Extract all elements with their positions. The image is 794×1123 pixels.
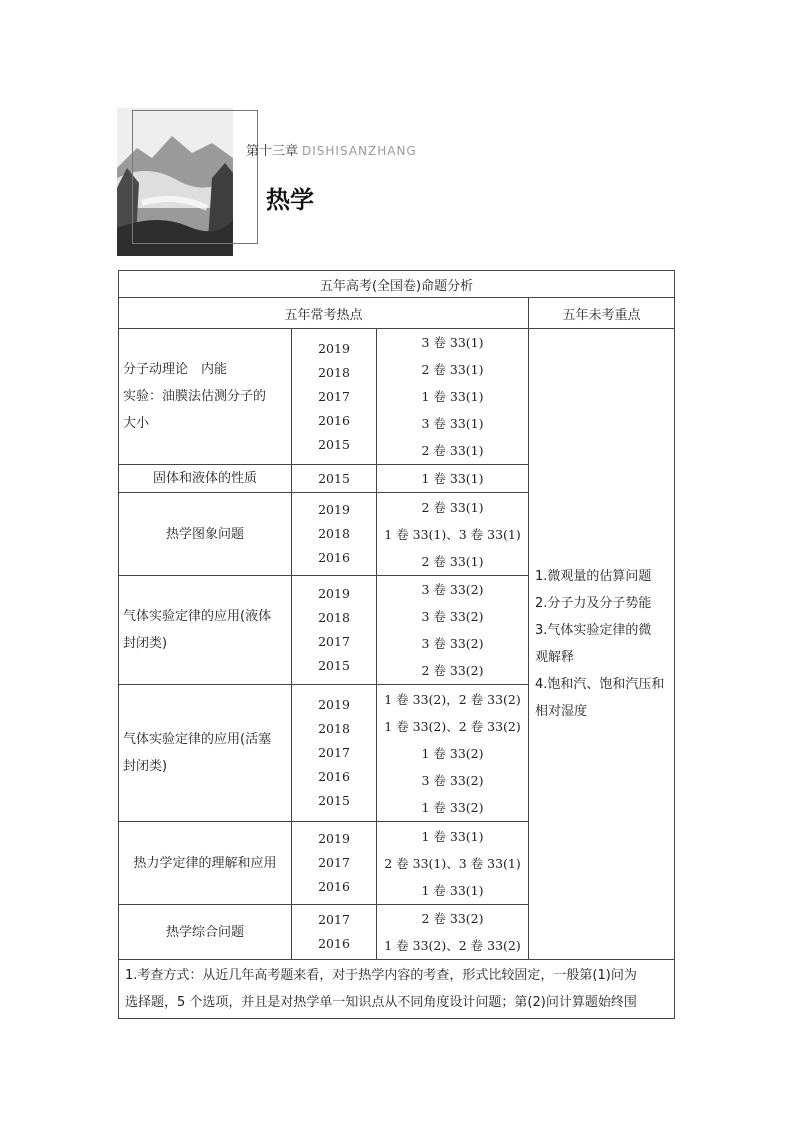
paper-ref: 2 卷 33(1) (421, 499, 484, 515)
year: 2019 (318, 697, 350, 712)
papers-cell (377, 493, 529, 576)
years-cell (292, 329, 377, 465)
paper-ref: 2 卷 33(1) (421, 553, 484, 569)
topic-line: 气体实验定律的应用(液体 (123, 609, 272, 624)
focus-line: 3.气体实验定律的微 (535, 623, 652, 638)
topic-line: 实验：油膜法估测分子的 (123, 389, 267, 404)
chapter-title: 热学 (266, 186, 314, 214)
year: 2018 (318, 721, 350, 736)
year: 2016 (318, 412, 350, 428)
paper-ref: 2 卷 33(1) (421, 362, 484, 377)
paper-ref: 1 卷 33(2) (421, 799, 484, 815)
topic-cell (119, 905, 292, 960)
topic-cell (119, 822, 292, 905)
years-cell (292, 465, 377, 493)
paper-ref: 2 卷 33(2) (421, 911, 484, 926)
topic-cell (119, 493, 292, 576)
paper-ref: 1 卷 33(1) (421, 389, 484, 404)
paper-ref: 1 卷 33(1) (421, 882, 484, 898)
paper-ref: 2 卷 33(2) (421, 663, 484, 678)
year: 2016 (318, 550, 350, 565)
topic-line: 封闭类) (123, 759, 168, 774)
papers-cell (377, 685, 529, 822)
year: 2017 (318, 745, 350, 760)
year: 2018 (318, 364, 350, 380)
exam-analysis-table (118, 270, 675, 1019)
topic-line: 大小 (123, 416, 150, 431)
note-line: 选择题，5 个选项，并且是对热学单一知识点从不同角度设计问题；第(2)问计算题始终围 (125, 995, 637, 1010)
years-cell (292, 493, 377, 576)
year: 2018 (318, 610, 350, 625)
topic-line: 固体和液体的性质 (152, 471, 257, 486)
focus-line: 相对湿度 (535, 704, 588, 719)
topic-line: 热力学定律的理解和应用 (133, 855, 277, 871)
year: 2017 (318, 912, 350, 927)
header-frame (132, 110, 258, 244)
papers-cell (377, 822, 529, 905)
year: 2015 (318, 658, 350, 673)
topic-line: 气体实验定律的应用(活塞 (123, 732, 272, 747)
papers-cell (377, 576, 529, 685)
focus-line: 1.微观量的估算问题 (535, 569, 652, 584)
topic-line: 热学综合问题 (165, 924, 244, 940)
focus-line: 4.饱和汽、饱和汽压和 (535, 677, 665, 692)
papers-cell (377, 465, 529, 493)
chapter-label (246, 140, 417, 159)
topic-cell (119, 685, 292, 822)
paper-ref: 2 卷 33(1)、3 卷 33(1) (384, 855, 521, 871)
paper-ref: 1 卷 33(2)，2 卷 33(2) (384, 691, 521, 707)
paper-ref: 1 卷 33(1) (421, 828, 484, 844)
year: 2016 (318, 879, 350, 894)
paper-ref: 3 卷 33(1) (421, 416, 484, 431)
header-untested-focus: 五年未考重点 (529, 298, 675, 329)
paper-ref: 1 卷 33(2)、2 卷 33(2) (384, 938, 521, 953)
untested-focus-cell (529, 329, 675, 960)
years-cell (292, 576, 377, 685)
year: 2018 (318, 526, 350, 541)
papers-cell (377, 329, 529, 465)
focus-line: 2.分子力及分子势能 (535, 596, 652, 611)
years-cell (292, 905, 377, 960)
year: 2017 (318, 634, 350, 649)
years-cell (292, 822, 377, 905)
topic-cell (119, 329, 292, 465)
year: 2015 (318, 436, 350, 452)
year: 2017 (318, 388, 350, 404)
header-hot-topics: 五年常考热点 (119, 298, 529, 329)
topic-line: 分子动理论 内能 (123, 362, 228, 377)
note-line: 1.考查方式：从近几年高考题来看，对于热学内容的考查，形式比较固定，一般第(1)问为 (125, 968, 637, 983)
topic-cell (119, 576, 292, 685)
topic-line: 热学图象问题 (165, 526, 244, 542)
paper-ref: 3 卷 33(2) (421, 609, 484, 624)
paper-ref: 1 卷 33(2) (421, 745, 484, 761)
topic-cell (119, 465, 292, 493)
paper-ref: 3 卷 33(2) (421, 636, 484, 651)
paper-ref: 1 卷 33(2)、2 卷 33(2) (384, 718, 521, 734)
paper-ref: 3 卷 33(2) (421, 582, 484, 597)
chapter-number: 第十三章 (246, 144, 299, 159)
year: 2015 (318, 793, 350, 808)
year: 2019 (318, 502, 350, 517)
year: 2019 (318, 586, 350, 601)
year: 2019 (318, 831, 350, 846)
papers-cell (377, 905, 529, 960)
paper-ref: 1 卷 33(1)、3 卷 33(1) (384, 526, 521, 542)
table-caption: 五年高考(全国卷)命题分析 (119, 271, 675, 298)
paper-ref: 1 卷 33(1) (421, 471, 484, 486)
focus-line: 观解释 (535, 650, 575, 665)
topic-line: 封闭类) (123, 636, 168, 651)
years-cell (292, 685, 377, 822)
paper-ref: 3 卷 33(2) (421, 772, 484, 788)
year: 2015 (318, 470, 350, 486)
chapter-pinyin: DISHISANZHANG (302, 144, 417, 158)
year: 2016 (318, 769, 350, 784)
paper-ref: 3 卷 33(1) (421, 335, 484, 350)
year: 2017 (318, 855, 350, 870)
paper-ref: 2 卷 33(1) (421, 443, 484, 458)
year: 2016 (318, 936, 350, 951)
analysis-note (119, 960, 675, 1019)
year: 2019 (318, 340, 350, 356)
